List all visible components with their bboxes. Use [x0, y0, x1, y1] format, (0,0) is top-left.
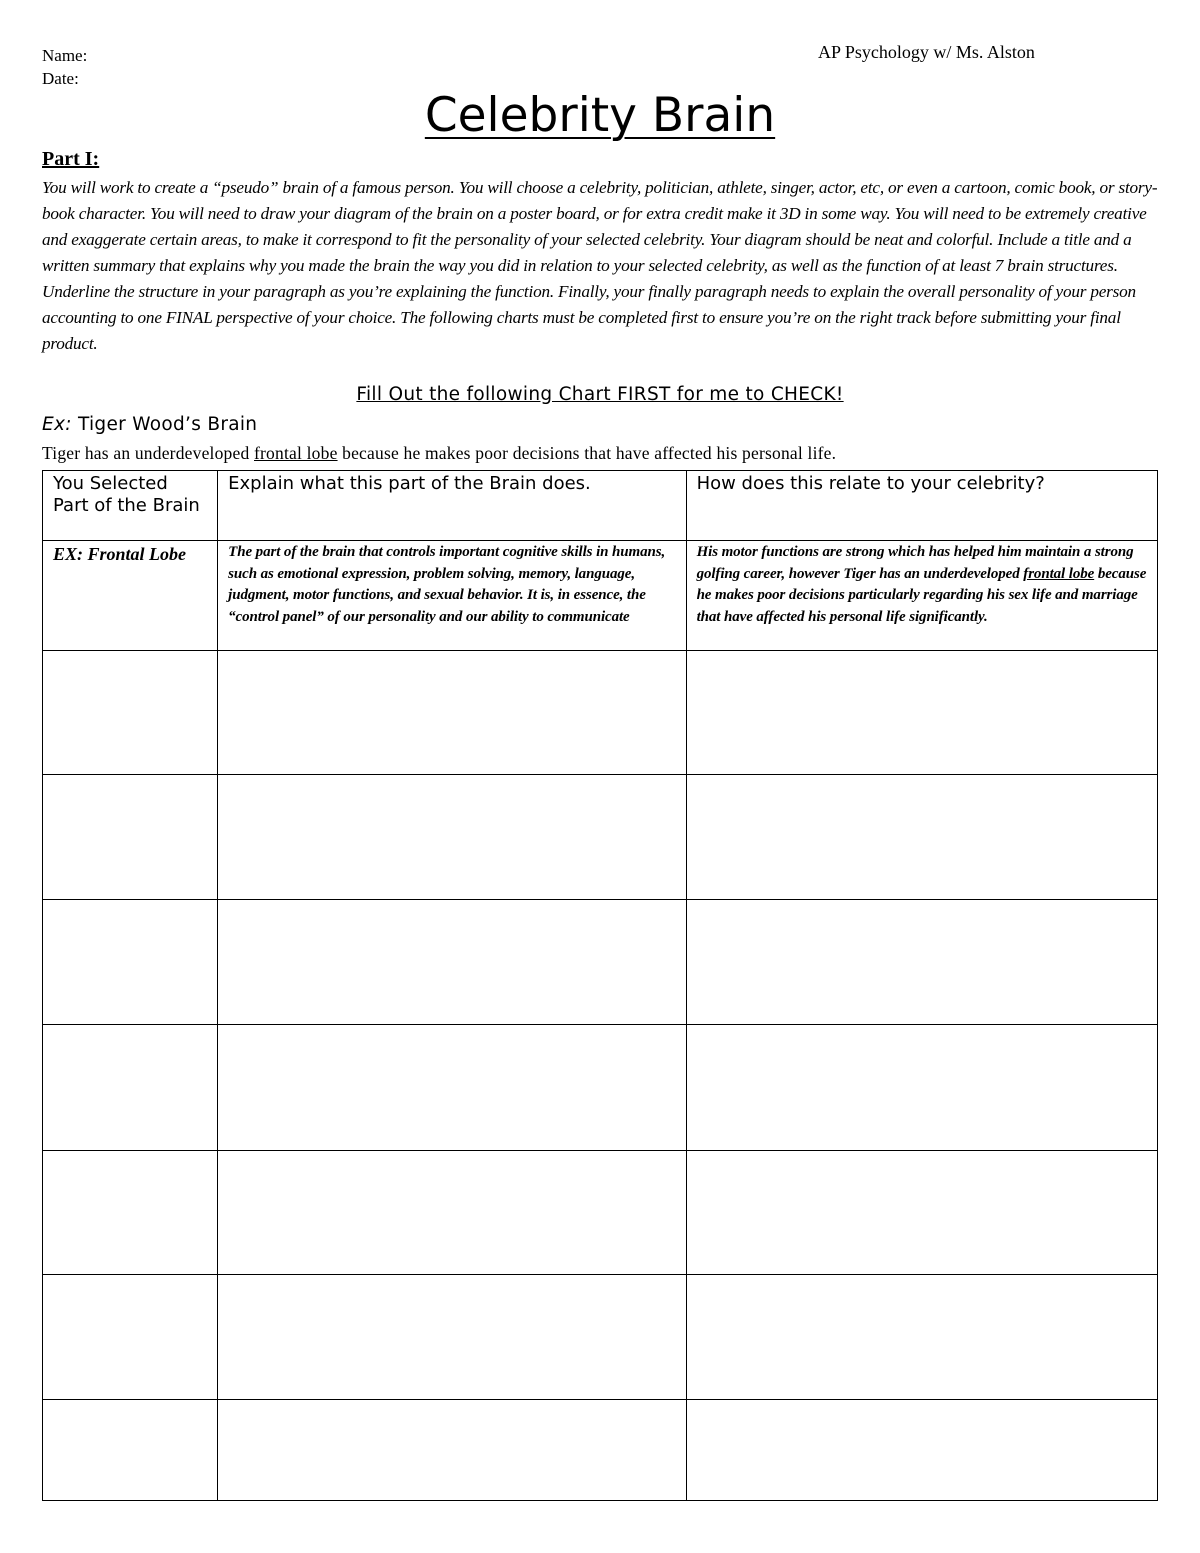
brain-chart [42, 470, 1158, 1501]
example-relation-cell [686, 541, 1157, 651]
function-input-cell[interactable] [218, 1025, 686, 1151]
brain-part-input-cell[interactable] [43, 651, 218, 775]
date-label: Date: [42, 69, 79, 88]
relation-input-cell[interactable] [686, 1400, 1157, 1501]
brain-part-input-cell[interactable] [43, 775, 218, 900]
table-row [43, 1025, 1158, 1151]
brain-part-input-cell[interactable] [43, 1025, 218, 1151]
relation-input-cell[interactable] [686, 900, 1157, 1025]
student-info [42, 44, 87, 90]
name-label: Name: [42, 46, 88, 65]
table-row [43, 651, 1158, 775]
brain-part-input-cell[interactable] [43, 1275, 218, 1400]
header-function: Explain what this part of the Brain does. [218, 471, 686, 541]
table-row [43, 775, 1158, 900]
page-title: Celebrity Brain [424, 88, 776, 143]
function-input-cell[interactable] [218, 900, 686, 1025]
relation-text-end: because he makes poor decisions particularly regarding his sex life and marriage that have affected his personal life significantly. [696, 565, 1147, 625]
brain-part-input-cell[interactable] [43, 1151, 218, 1275]
relation-text-underlined: frontal lobe [1023, 565, 1095, 582]
table-row [43, 1151, 1158, 1275]
table-row [43, 900, 1158, 1025]
brain-part-input-cell[interactable] [43, 1400, 218, 1501]
function-input-cell[interactable] [218, 1151, 686, 1275]
example-sentence-end: because he makes poor decisions that have affected his personal life. [337, 443, 837, 463]
example-part-cell: EX: Frontal Lobe [43, 541, 218, 651]
table-header-row [43, 471, 1158, 541]
example-title: Tiger Wood’s Brain [71, 414, 258, 435]
header-brain-part: You Selected Part of the Brain [43, 471, 218, 541]
table-row [43, 1275, 1158, 1400]
brain-part-input-cell[interactable] [43, 900, 218, 1025]
relation-input-cell[interactable] [686, 1151, 1157, 1275]
table-row [43, 1400, 1158, 1501]
part-heading: Part I: [42, 148, 100, 170]
instructions-paragraph: You will work to create a “pseudo” brain of a famous person. You will choose a celebrity, politician, athlete, singer, actor, etc, or even a cartoon, comic book, or story-book character. You will need to draw your diagram of the brain on a poster board, or for extra credit make it 3D in some way. You will need to be extremely creative and exaggerate certain areas, to make it correspond to fit the personality of your selected celebrity. Your diagram should be neat and colorful. Include a title and a written summary that explains why you made the brain the way you did in relation to your selected celebrity, as well as the function of at least 7 brain structures. Underline the structure in your paragraph as you’re explaining the function. Finally, your finally paragraph needs to explain the overall personality of your person accounting to one FINAL perspective of your choice. The following charts must be completed first to ensure you’re on the right track before submitting your final product. [42, 178, 1158, 353]
relation-input-cell[interactable] [686, 1025, 1157, 1151]
example-heading [42, 414, 257, 435]
example-function-cell: The part of the brain that controls important cognitive skills in humans, such as emotional expression, problem solving, memory, language, judgment, motor functions, and sexual behavior. It is, in essence, the “control panel” of our personality and our ability to communicate [218, 541, 686, 651]
relation-text-start: His motor functions are strong which has helped him maintain a strong golfing career, however Tiger has an underdeveloped [696, 544, 1134, 582]
function-input-cell[interactable] [218, 775, 686, 900]
function-input-cell[interactable] [218, 651, 686, 775]
example-row [43, 541, 1158, 651]
course-label: AP Psychology w/ Ms. Alston [818, 42, 1035, 62]
relation-input-cell[interactable] [686, 775, 1157, 900]
header-relation: How does this relate to your celebrity? [686, 471, 1157, 541]
example-sentence [42, 443, 836, 464]
relation-input-cell[interactable] [686, 651, 1157, 775]
example-prefix: Ex: [42, 414, 72, 435]
function-input-cell[interactable] [218, 1275, 686, 1400]
relation-input-cell[interactable] [686, 1275, 1157, 1400]
fill-out-instruction: Fill Out the following Chart FIRST for me to CHECK! [356, 384, 844, 405]
function-input-cell[interactable] [218, 1400, 686, 1501]
example-sentence-start: Tiger has an underdeveloped [42, 443, 254, 463]
example-sentence-underlined: frontal lobe [254, 443, 338, 463]
